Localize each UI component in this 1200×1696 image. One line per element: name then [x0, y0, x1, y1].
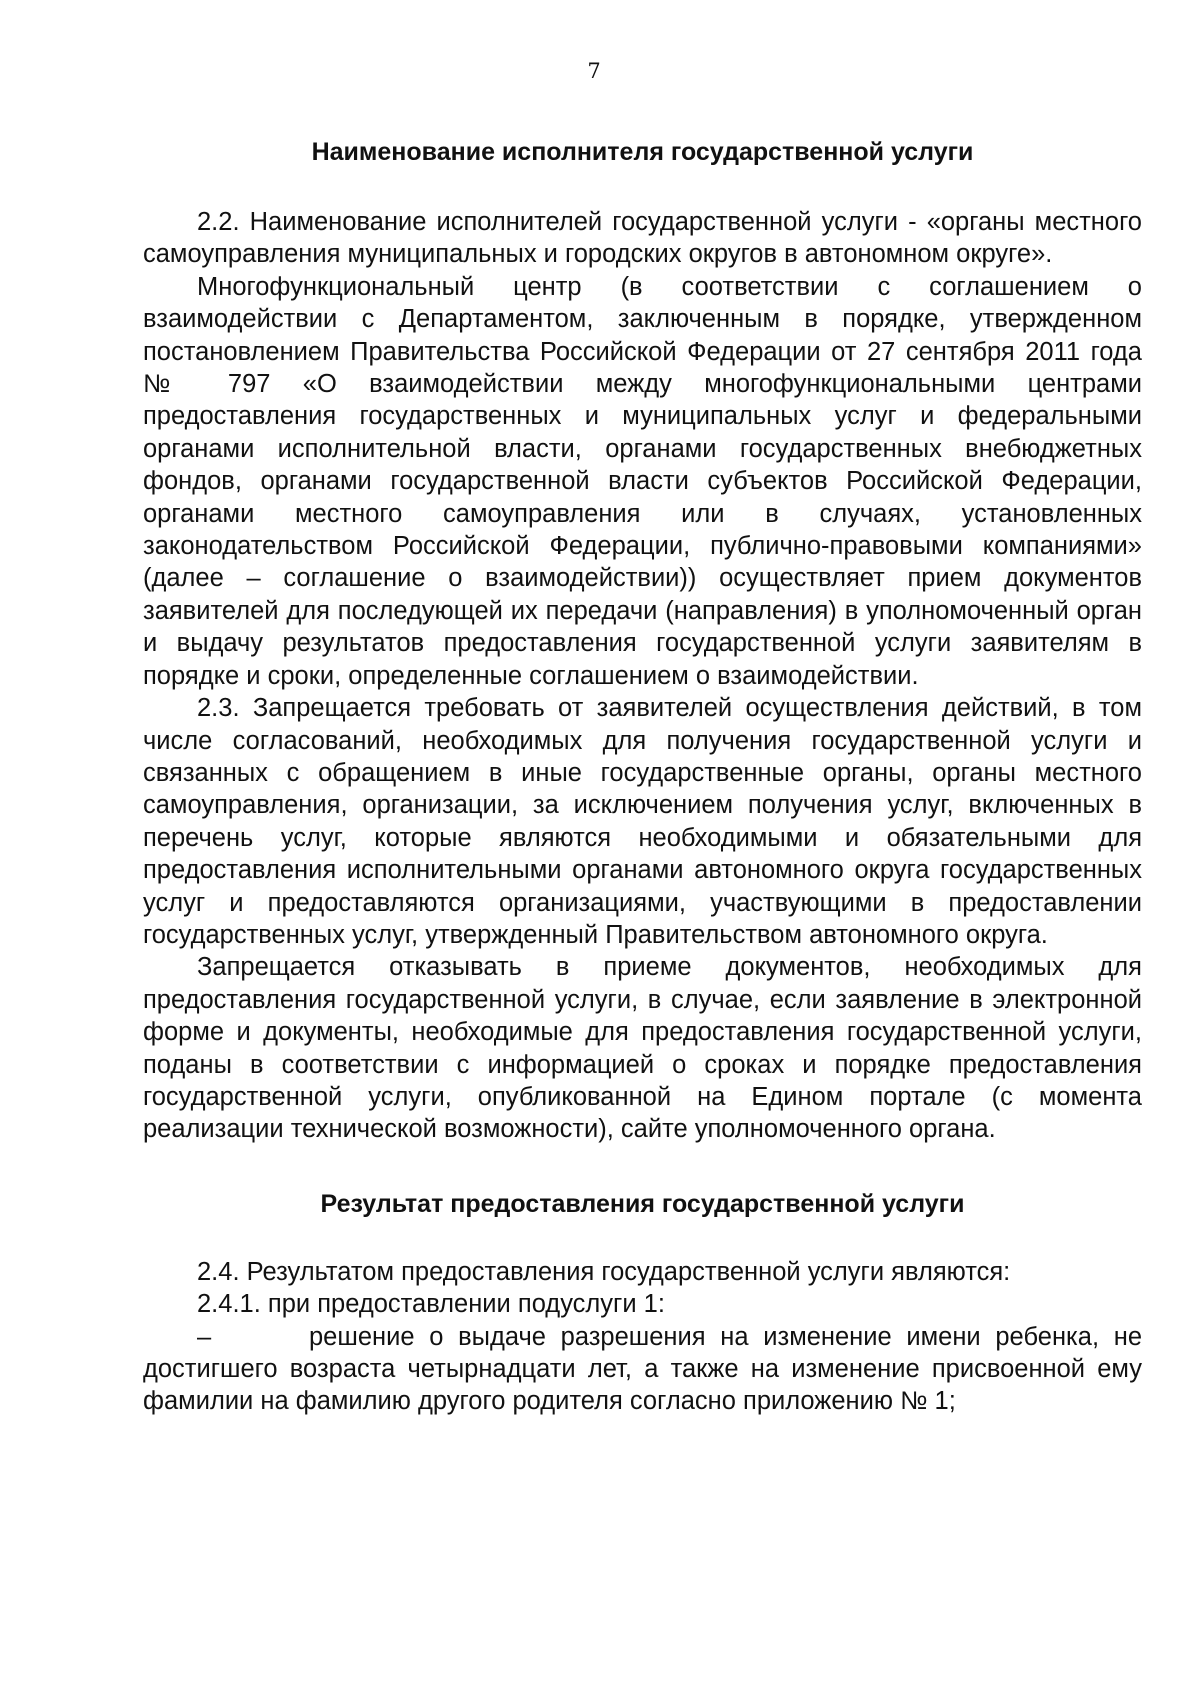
list-dash: – — [197, 1322, 212, 1351]
list-item-decision — [143, 1321, 1142, 1418]
list-item-text: решение о выдаче разрешения на изменение имени ребенка, не достигшего возраста четырнадцати лет, а также на изменение присвоенной ему фамилии на фамилию другого родителя согласно приложению № 1; — [143, 1322, 1142, 1416]
paragraph-2-3: 2.3. Запрещается требовать от заявителей осуществления действий, в том числе согласований, необходимых для получения государственной услуги и связанных с обращением в иные государственные органы, органы местного самоуправления, организации, за исключением получения услуг, включенных в перечень услуг, которые являются необходимыми и обязательными для предоставления исполнительными органами автономного округа государственных услуг и предоставляются организациями, участвующими в предоставлении государственных услуг, утвержденный Правительством автономного округа. — [143, 694, 1142, 949]
paragraph-2-4-1: 2.4.1. при предоставлении подуслуги 1: — [197, 1290, 665, 1319]
document-body — [143, 136, 1142, 1418]
section-heading-result: Результат предоставления государственной услуги — [320, 1189, 965, 1218]
section-heading-executor: Наименование исполнителя государственной услуги — [311, 138, 974, 166]
paragraph-2-2: 2.2. Наименование исполнителей государственной услуги - «органы местного самоуправления муниципальных и городских округов в автономном округе». — [143, 208, 1142, 269]
page-number: 7 — [587, 59, 601, 83]
paragraph-refusal-prohibited: Запрещается отказывать в приеме документов, необходимых для предоставления государственной услуги, в случае, если заявление в электронной форме и документы, необходимые для предоставления государственной услуги, поданы в соответствии с информацией о сроках и порядке предоставления государственной услуги, опубликованной на Едином портале (с момента реализации технической возможности), сайте уполномоченного органа. — [143, 953, 1142, 1144]
paragraph-mfc: Многофункциональный центр (в соответствии с соглашением о взаимодействии с Департаментом, заключенным в порядке, утвержденном постановлением Правительства Российской Федерации от 27 сентября 2011 года № 797 «О взаимодействии между многофункциональными центрами предоставления государственных и муниципальных услуг и федеральными органами исполнительной власти, органами государственных внебюджетных фондов, органами государственной власти субъектов Российской Федерации, органами местного самоуправления или в случаях, установленных законодательством Российской Федерации, публично-правовыми компаниями» (далее – соглашение о взаимодействии)) осуществляет прием документов заявителей для последующей их передачи (направления) в уполномоченный орган и выдачу результатов предоставления государственной услуги заявителям в порядке и сроки, определенные соглашением о взаимодействии. — [143, 272, 1142, 690]
paragraph-2-4: 2.4. Результатом предоставления государственной услуги являются: — [197, 1257, 1011, 1286]
